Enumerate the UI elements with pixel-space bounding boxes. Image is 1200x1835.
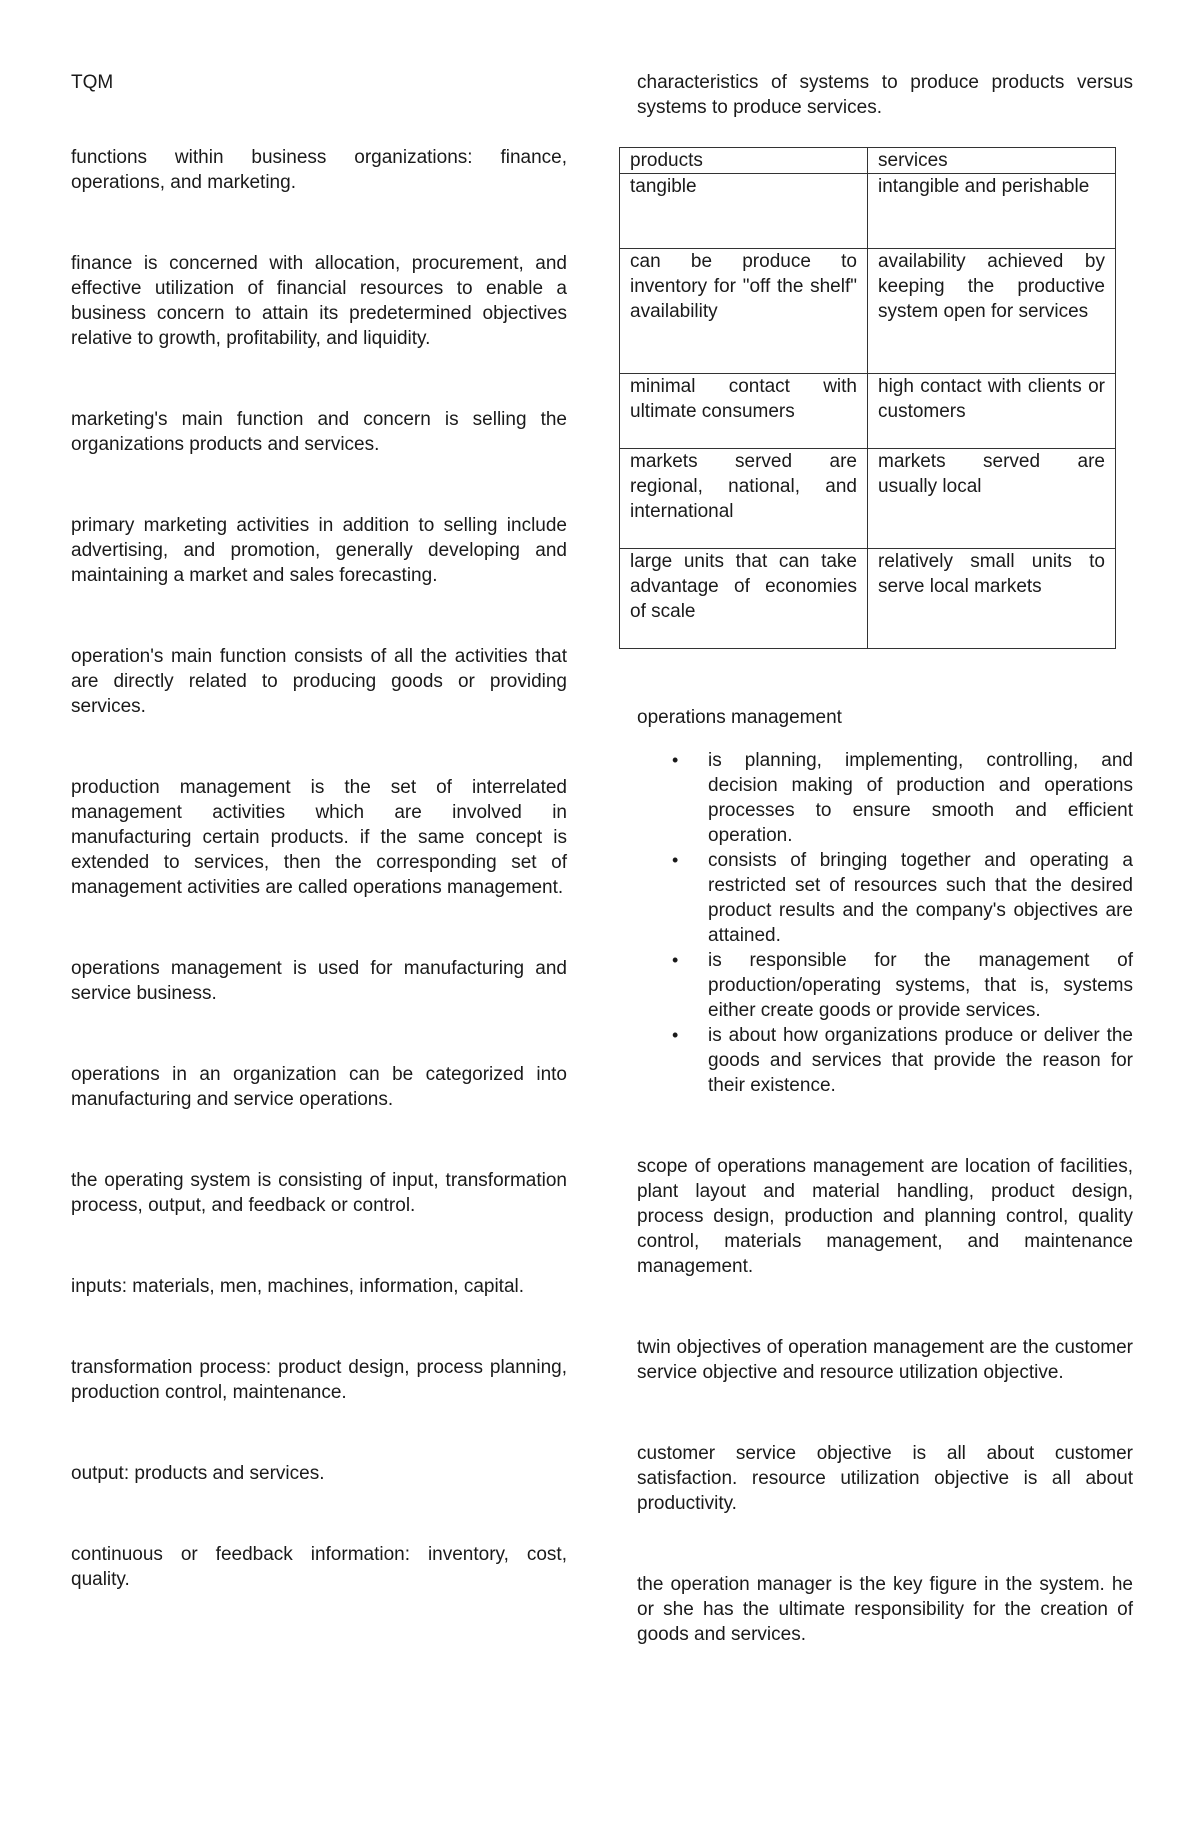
bullet-icon: • — [672, 750, 679, 770]
right-column — [630, 70, 1133, 1647]
paragraph-transformation: transformation process: product design, process planning, production control, maintenance. — [71, 1357, 567, 1403]
paragraph-output: output: products and services. — [71, 1463, 325, 1484]
table-cell: markets served are usually local — [868, 449, 1116, 549]
table-cell: availability achieved by keeping the productive system open for services — [868, 249, 1116, 374]
list-item-text: is about how organizations produce or deliver the goods and services that provide the reason for their existence. — [708, 1025, 1133, 1096]
left-column — [71, 70, 567, 1592]
paragraph-marketing: marketing's main function and concern is selling the organizations products and services. — [71, 409, 567, 455]
paragraph-inputs: inputs: materials, men, machines, information, capital. — [71, 1276, 525, 1297]
paragraph-twin-objectives: twin objectives of operation management are the customer service objective and resource utilization objective. — [637, 1337, 1133, 1383]
list-item — [672, 748, 1133, 848]
paragraph-feedback: continuous or feedback information: inventory, cost, quality. — [71, 1544, 567, 1590]
table-cell: markets served are regional, national, and international — [620, 449, 868, 549]
table-row — [620, 449, 1116, 549]
comparison-table — [619, 147, 1116, 649]
table-row — [620, 249, 1116, 374]
paragraph-customer-service: customer service objective is all about customer satisfaction. resource utilization objective is all about productivity. — [637, 1443, 1133, 1514]
paragraph-scope: scope of operations management are location of facilities, plant layout and material handling, product design, process design, production and planning control, quality control, materials management, and maintenance management. — [637, 1156, 1133, 1277]
paragraph-operation-manager: the operation manager is the key figure in the system. he or she has the ultimate responsibility for the creation of goods and services. — [637, 1574, 1133, 1645]
paragraph-marketing-activities: primary marketing activities in addition to selling include advertising, and promotion, generally developing and maintaining a market and sales forecasting. — [71, 515, 567, 586]
bullet-icon: • — [672, 1025, 679, 1045]
list-item — [672, 1023, 1133, 1098]
bullet-icon: • — [672, 850, 679, 870]
paragraph-operations-categories: operations in an organization can be categorized into manufacturing and service operations. — [71, 1064, 567, 1110]
table-row — [620, 374, 1116, 449]
paragraph-operating-system: the operating system is consisting of input, transformation process, output, and feedback or control. — [71, 1170, 567, 1216]
table-cell: can be produce to inventory for "off the shelf" availability — [620, 249, 868, 374]
list-item — [672, 848, 1133, 948]
paragraph-finance: finance is concerned with allocation, procurement, and effective utilization of financial resources to enable a business concern to attain its predetermined objectives relative to growth, profitability, and liquidity. — [71, 253, 567, 349]
operations-management-list — [637, 748, 1133, 1098]
paragraph-operations-usage: operations management is used for manufacturing and service business. — [71, 958, 567, 1004]
table-cell: minimal contact with ultimate consumers — [620, 374, 868, 449]
table-cell: intangible and perishable — [868, 174, 1116, 249]
paragraph-production-management: production management is the set of interrelated management activities which are involved in manufacturing certain products. if the same concept is extended to services, then the corresponding set of management activities are called operations management. — [71, 777, 567, 898]
bullet-icon: • — [672, 950, 679, 970]
operations-management-heading: operations management — [637, 707, 842, 728]
document-title: TQM — [71, 72, 114, 93]
table-cell: relatively small units to serve local markets — [868, 549, 1116, 649]
list-item-text: is responsible for the management of production/operating systems, that is, systems either create goods or provide services. — [708, 950, 1133, 1021]
table-row — [620, 174, 1116, 249]
table-cell: high contact with clients or customers — [868, 374, 1116, 449]
paragraph-operations-function: operation's main function consists of all the activities that are directly related to producing goods or providing services. — [71, 646, 567, 717]
table-row — [620, 549, 1116, 649]
table-header-row — [620, 148, 1116, 174]
table-intro: characteristics of systems to produce products versus systems to produce services. — [637, 72, 1133, 118]
table-cell: large units that can take advantage of economies of scale — [620, 549, 868, 649]
table-header-cell: services — [868, 148, 1116, 174]
list-item-text: consists of bringing together and operating a restricted set of resources such that the desired product results and the company's objectives are attained. — [708, 850, 1133, 946]
list-item — [672, 948, 1133, 1023]
table-cell: tangible — [620, 174, 868, 249]
list-item-text: is planning, implementing, controlling, and decision making of production and operations processes to ensure smooth and efficient operation. — [708, 750, 1133, 846]
paragraph-functions: functions within business organizations: finance, operations, and marketing. — [71, 147, 567, 193]
table-header-cell: products — [620, 148, 868, 174]
